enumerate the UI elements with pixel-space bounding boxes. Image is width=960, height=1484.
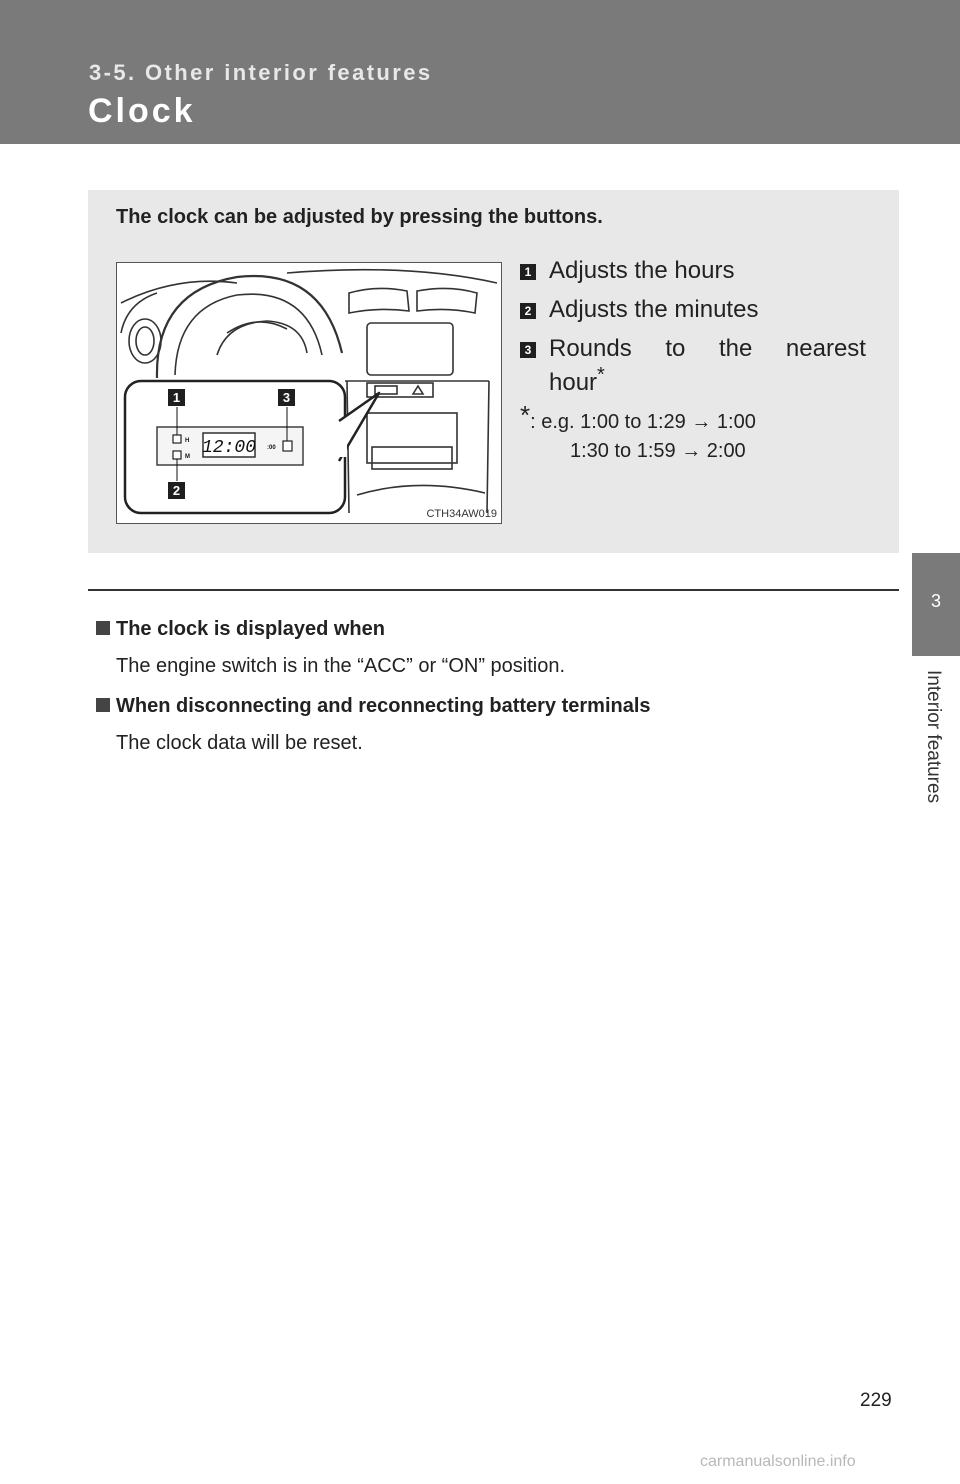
note-heading — [96, 695, 896, 718]
note-battery-terminals — [96, 695, 896, 755]
legend-word: Rounds — [549, 335, 632, 362]
clock-illustration — [116, 262, 502, 524]
footnote-text: : e.g. 1:00 to 1:29 → 1:00 — [530, 411, 756, 433]
minute-button-label: M — [185, 454, 190, 460]
note-heading-text: The clock is displayed when — [116, 618, 385, 640]
page-header — [0, 0, 960, 144]
chapter-label: Interior features — [923, 670, 944, 804]
legend-text-line — [549, 332, 866, 366]
note-heading-text: When disconnecting and reconnecting battery terminals — [116, 695, 651, 717]
square-bullet-icon — [96, 698, 110, 712]
note-body: The clock data will be reset. — [116, 732, 363, 754]
legend-word: to — [665, 335, 686, 362]
intro-text: The clock can be adjusted by pressing the buttons. — [116, 206, 603, 228]
legend-item-1 — [520, 254, 866, 288]
legend-item-2 — [520, 293, 866, 327]
square-bullet-icon — [96, 621, 110, 635]
figure-code: CTH34AW019 — [426, 508, 497, 520]
legend-item-3 — [520, 332, 866, 400]
section-divider — [88, 589, 899, 591]
footnote — [520, 400, 866, 466]
chapter-number: 3 — [930, 591, 941, 611]
legend-number: 3 — [520, 342, 536, 358]
callout-3: 3 — [282, 390, 291, 405]
legend-text-cont — [549, 366, 866, 400]
watermark: carmanualsonline.info — [700, 1453, 856, 1470]
legend-word: nearest — [785, 335, 866, 362]
callout-1: 1 — [172, 390, 181, 405]
round-button-label: :00 — [267, 445, 276, 451]
page-title: Clock — [88, 92, 196, 130]
info-box — [88, 190, 899, 553]
callout-2: 2 — [172, 483, 181, 498]
legend-text: Adjusts the minutes — [549, 296, 759, 323]
legend-word: the — [718, 335, 753, 362]
page-number: 229 — [860, 1390, 892, 1411]
legend-number: 1 — [520, 264, 536, 280]
hour-button-label: H — [185, 438, 190, 444]
legend-number: 2 — [520, 303, 536, 319]
legend-text: Adjusts the hours — [549, 257, 735, 284]
clock-display-time: 12:00 — [201, 438, 257, 458]
dashboard-drawing — [117, 263, 501, 523]
footnote-star: * — [520, 400, 531, 430]
chapter-tab[interactable] — [912, 553, 960, 656]
section-label: 3-5. Other interior features — [89, 60, 433, 85]
footnote-line-1 — [520, 400, 866, 437]
legend-word: hour — [549, 369, 598, 396]
note-body: The engine switch is in the “ACC” or “ON” position. — [116, 655, 566, 677]
legend — [520, 254, 866, 405]
note-heading — [96, 618, 896, 641]
footnote-marker: * — [597, 364, 605, 386]
footnote-line-2: 1:30 to 1:59 → 2:00 — [570, 440, 746, 462]
note-displayed-when — [96, 618, 896, 678]
